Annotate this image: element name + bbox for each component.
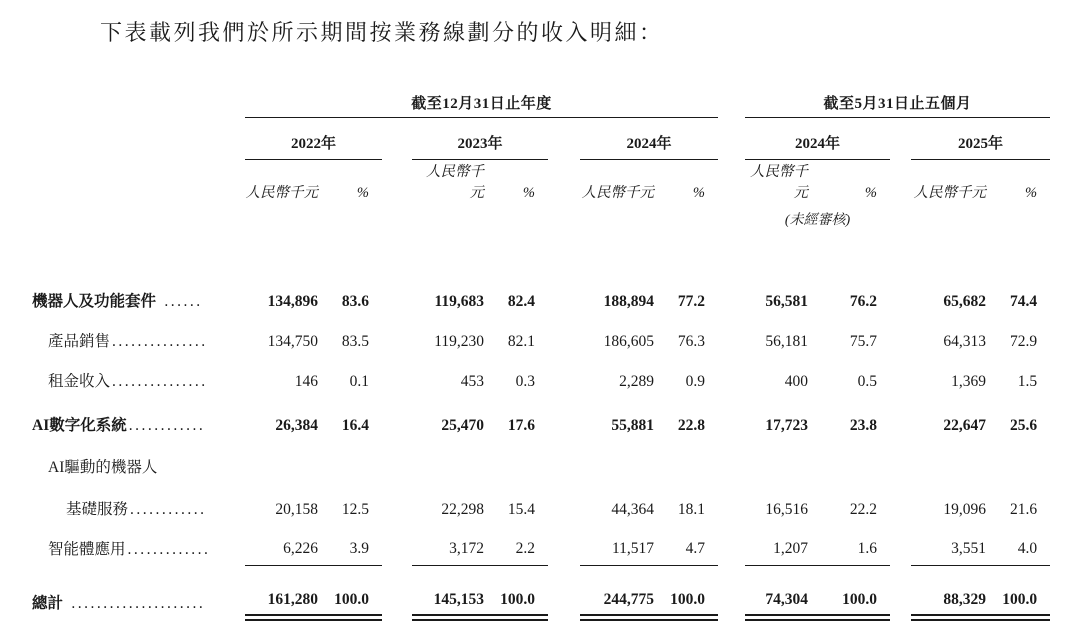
column-gap [890,566,911,618]
column-gap [382,566,412,618]
column-gap [548,486,580,528]
cell-amount [745,444,820,486]
column-gap [548,320,580,360]
cell-percent: 77.2 [677,292,706,310]
percent-header: % [864,184,878,201]
column-gap [890,360,911,400]
cell-percent: 100.0 [496,566,548,618]
row-label-text: AI數字化系統 [32,416,127,434]
cell-amount: 146 [294,372,318,390]
cell-percent: 4.7 [666,528,718,566]
group-gap [718,566,745,618]
cell-percent: 76.3 [677,332,706,350]
column-gap [890,117,911,159]
amount-unit-header: 人民幣千元 [581,184,654,201]
amount-unit-header: 人民幣千元 [426,163,484,201]
dot-leader: ............... [112,372,208,390]
cell-percent: 23.8 [849,416,878,434]
column-gap [382,117,412,159]
cell-percent: 100.0 [330,566,382,618]
cell-amount: 3,172 [412,528,496,566]
cell-amount: 55,881 [611,416,654,434]
cell-amount: 145,153 [412,566,496,618]
percent-header: % [522,184,535,201]
column-gap [548,360,580,400]
table-row [28,400,1050,444]
column-gap [890,400,911,444]
row-label [28,400,245,444]
cell-percent: 1.6 [820,528,890,566]
year-header-2024: 2024年 [580,117,718,159]
row-label-text: AI驅動的機器人 [48,458,158,476]
dot-leader: ............... [112,332,208,350]
column-gap [382,528,412,566]
table-row [28,320,1050,360]
cell-percent: 1.5 [1017,372,1038,390]
dot-leader: ............. [127,540,211,558]
cell-percent: 17.6 [507,416,535,434]
column-gap [890,528,911,566]
row-label [28,280,245,320]
cell-amount: 65,682 [943,292,987,310]
cell-percent: 100.0 [666,566,718,618]
cell-amount: 25,470 [441,416,484,434]
cell-amount: 186,605 [603,332,654,350]
group-gap [718,117,745,159]
group-gap [718,320,745,360]
spacer-row [28,234,1050,280]
cell-amount: 20,158 [275,500,318,518]
cell-percent: 0.5 [857,372,878,390]
cell-amount: 1,207 [745,528,820,566]
cell-percent: 100.0 [998,566,1050,618]
percent-header: % [692,184,706,201]
row-label-text: 總計 [32,594,64,612]
amount-unit-header: 人民幣千元 [245,184,318,201]
cell-amount: 11,517 [580,528,666,566]
column-gap [890,444,911,486]
dot-leader: ............ [128,416,206,434]
table-row [28,280,1050,320]
cell-amount: 16,516 [765,500,809,518]
group-gap [718,280,745,320]
cell-percent: 18.1 [677,500,706,518]
column-gap [548,117,580,159]
cell-percent: 4.0 [998,528,1050,566]
cell-percent: 15.4 [507,500,535,518]
cell-amount: 64,313 [943,332,987,350]
cell-amount: 17,723 [765,416,809,434]
cell-percent [820,444,890,486]
cell-amount: 88,329 [911,566,998,618]
group-gap [718,400,745,444]
column-gap [548,444,580,486]
cell-amount: 119,683 [434,292,484,310]
cell-amount: 244,775 [580,566,666,618]
row-label-text: 機器人及功能套件 [32,292,157,310]
group-header-five-months: 截至5月31日止五個月 [745,89,1050,117]
cell-amount: 22,298 [441,500,484,518]
cell-amount: 161,280 [245,566,330,618]
cell-percent: 0.3 [515,372,535,390]
year-header-2025-5m: 2025年 [911,117,1050,159]
column-gap [382,360,412,400]
unit-header-row [28,159,1050,206]
cell-amount: 1,369 [951,372,987,390]
cell-percent: 0.9 [685,372,706,390]
row-label-text: 租金收入 [48,372,111,390]
cell-percent: 74.4 [1009,292,1038,310]
dot-leader: ............ [130,500,207,518]
cell-percent: 83.6 [341,292,369,310]
column-gap [382,444,412,486]
table-row [28,528,1050,566]
cell-amount: 22,647 [943,416,987,434]
column-gap [382,400,412,444]
page-title: 下表載列我們於所示期間按業務線劃分的收入明細： [100,20,664,45]
cell-percent: 83.5 [341,332,369,350]
cell-percent: 72.9 [1009,332,1038,350]
dot-leader: ...... [158,292,203,310]
cell-percent: 22.8 [677,416,706,434]
group-gap [718,486,745,528]
table-row [28,566,1050,618]
cell-amount: 453 [460,372,484,390]
unaudited-note-row [28,206,1050,234]
cell-amount: 74,304 [745,566,820,618]
cell-percent: 75.7 [849,332,878,350]
cell-amount [911,444,998,486]
row-label-text: 智能體應用 [48,540,126,558]
cell-amount [245,444,330,486]
cell-percent: 82.1 [507,332,535,350]
column-gap [890,320,911,360]
column-gap [382,280,412,320]
cell-percent: 3.9 [330,528,382,566]
column-gap [382,486,412,528]
cell-percent: 25.6 [1009,416,1038,434]
cell-percent: 82.4 [507,292,535,310]
group-header-annual: 截至12月31日止年度 [245,89,718,117]
cell-amount: 26,384 [275,416,318,434]
row-label-text: 基礎服務 [66,500,129,518]
column-gap [890,486,911,528]
row-label [28,486,245,528]
column-gap [382,320,412,360]
cell-percent [496,444,548,486]
cell-amount: 2,289 [619,372,654,390]
year-header-2024-5m: 2024年 [745,117,890,159]
cell-amount: 400 [784,372,809,390]
table-row [28,444,1050,486]
column-gap [548,280,580,320]
cell-percent: 12.5 [341,500,369,518]
column-gap [548,566,580,618]
percent-header: % [1024,184,1038,201]
row-label [28,444,245,486]
group-gap [718,528,745,566]
cell-percent: 21.6 [1009,500,1038,518]
unaudited-note: (未經審核) [784,212,851,228]
corner-cell [28,89,245,117]
revenue-by-business-line-table [28,89,1050,621]
cell-amount: 3,551 [911,528,998,566]
cell-amount: 56,581 [765,292,809,310]
cell-amount: 188,894 [603,292,654,310]
table-row [28,486,1050,528]
row-label [28,528,245,566]
cell-amount: 56,181 [765,332,809,350]
group-gap [718,444,745,486]
cell-percent: 76.2 [849,292,878,310]
group-gap [718,360,745,400]
year-header-row [28,117,1050,159]
cell-percent: 100.0 [820,566,890,618]
cell-percent: 2.2 [496,528,548,566]
cell-amount [580,444,666,486]
cell-amount [412,444,496,486]
cell-amount: 19,096 [943,500,987,518]
column-gap [890,280,911,320]
cell-amount: 119,230 [434,332,484,350]
cell-percent: 16.4 [341,416,369,434]
dot-leader: ..................... [65,594,206,612]
cell-percent: 22.2 [849,500,878,518]
cell-amount: 134,750 [267,332,318,350]
column-gap [548,528,580,566]
group-header-row [28,89,1050,117]
amount-unit-header: 人民幣千元 [913,184,987,201]
year-header-2023: 2023年 [412,117,548,159]
cell-amount: 44,364 [611,500,654,518]
year-header-2022: 2022年 [245,117,382,159]
column-gap [548,400,580,444]
cell-percent: 0.1 [349,372,369,390]
row-label-text: 產品銷售 [48,332,111,350]
amount-unit-header: 人民幣千元 [750,163,809,201]
cell-percent [998,444,1050,486]
cell-percent [330,444,382,486]
row-label [28,360,245,400]
cell-amount: 134,896 [267,292,318,310]
row-label [28,320,245,360]
cell-percent [666,444,718,486]
row-label [28,566,245,618]
percent-header: % [356,184,369,201]
cell-amount: 6,226 [245,528,330,566]
column-gap [718,89,745,117]
table-row [28,360,1050,400]
